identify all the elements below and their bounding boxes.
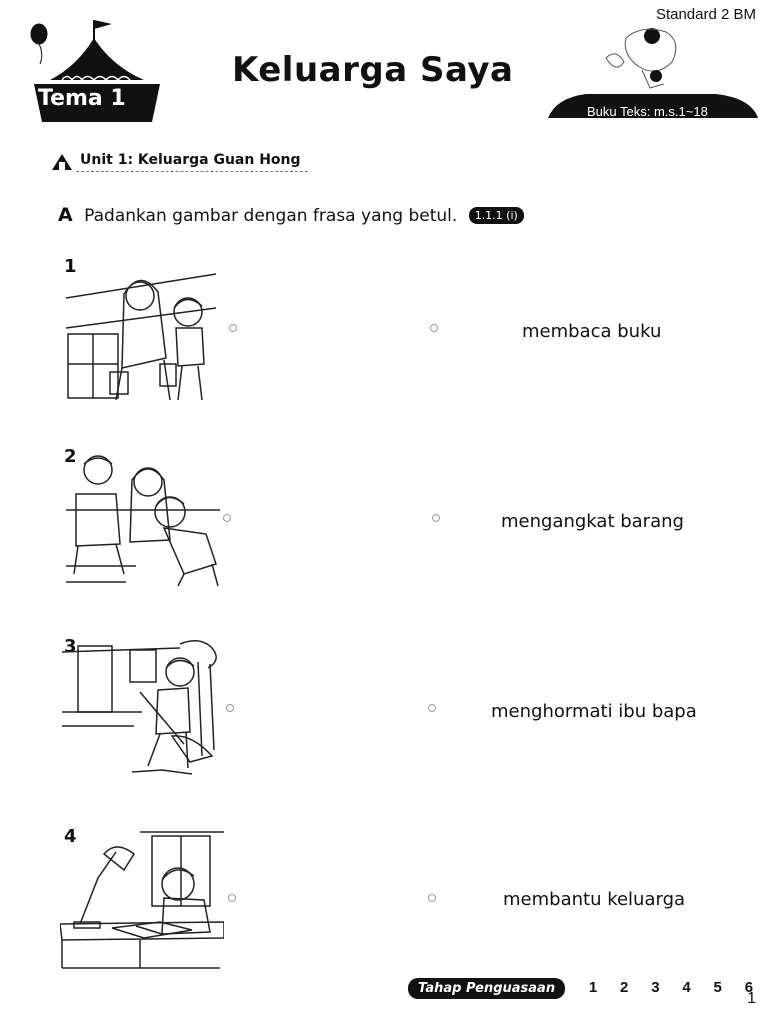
- page-number: 1: [747, 990, 756, 1007]
- mastery-level-bar: [408, 978, 762, 999]
- boy-sweeping-yard-picture: [62, 641, 216, 774]
- mastery-level[interactable]: 3: [651, 979, 660, 996]
- unit-icon: [50, 150, 74, 172]
- mastery-level[interactable]: 5: [713, 979, 722, 996]
- mastery-level[interactable]: 2: [620, 979, 629, 996]
- instruction-text: Padankan gambar dengan frasa yang betul.: [84, 206, 458, 226]
- unit-divider: [76, 171, 308, 172]
- unit-title: Unit 1: Keluarga Guan Hong: [80, 152, 301, 168]
- phrase-label: membaca buku: [522, 321, 662, 342]
- instruction: [58, 204, 524, 226]
- item-number: 1: [64, 256, 77, 277]
- theme-label: Tema 1: [38, 86, 126, 111]
- standard-label: Standard 2 BM: [655, 6, 756, 23]
- section-letter: A: [58, 204, 73, 226]
- item-number: 3: [64, 636, 77, 657]
- mother-and-boy-carrying-bags-picture: [66, 268, 220, 402]
- picture-match-dot[interactable]: [229, 324, 237, 332]
- mastery-level[interactable]: 1: [588, 979, 598, 996]
- phrase-match-dot[interactable]: [428, 704, 436, 712]
- picture-match-dot[interactable]: [226, 704, 234, 712]
- phrase-label: menghormati ibu bapa: [491, 701, 697, 722]
- phrase-label: membantu keluarga: [503, 889, 686, 910]
- picture-match-dot[interactable]: [223, 514, 231, 522]
- family-sitting-together-picture: [66, 456, 220, 586]
- mastery-level[interactable]: 6: [744, 979, 754, 996]
- textbook-reference: Buku Teks: m.s.1~18: [587, 104, 708, 119]
- mastery-label: Tahap Penguasaan: [408, 978, 565, 999]
- boy-reading-at-desk-picture: [60, 832, 224, 968]
- phrase-match-dot[interactable]: [430, 324, 438, 332]
- item-number: 4: [64, 826, 77, 847]
- mastery-level[interactable]: 4: [682, 979, 691, 996]
- phrase-label: mengangkat barang: [501, 511, 684, 532]
- page-title: Keluarga Saya: [232, 50, 514, 90]
- mastery-levels: [580, 979, 763, 996]
- picture-match-dot[interactable]: [228, 894, 236, 902]
- phrase-match-dot[interactable]: [432, 514, 440, 522]
- phrase-match-dot[interactable]: [428, 894, 436, 902]
- standard-code-badge: 1.1.1 (i): [469, 207, 524, 224]
- item-number: 2: [64, 446, 77, 467]
